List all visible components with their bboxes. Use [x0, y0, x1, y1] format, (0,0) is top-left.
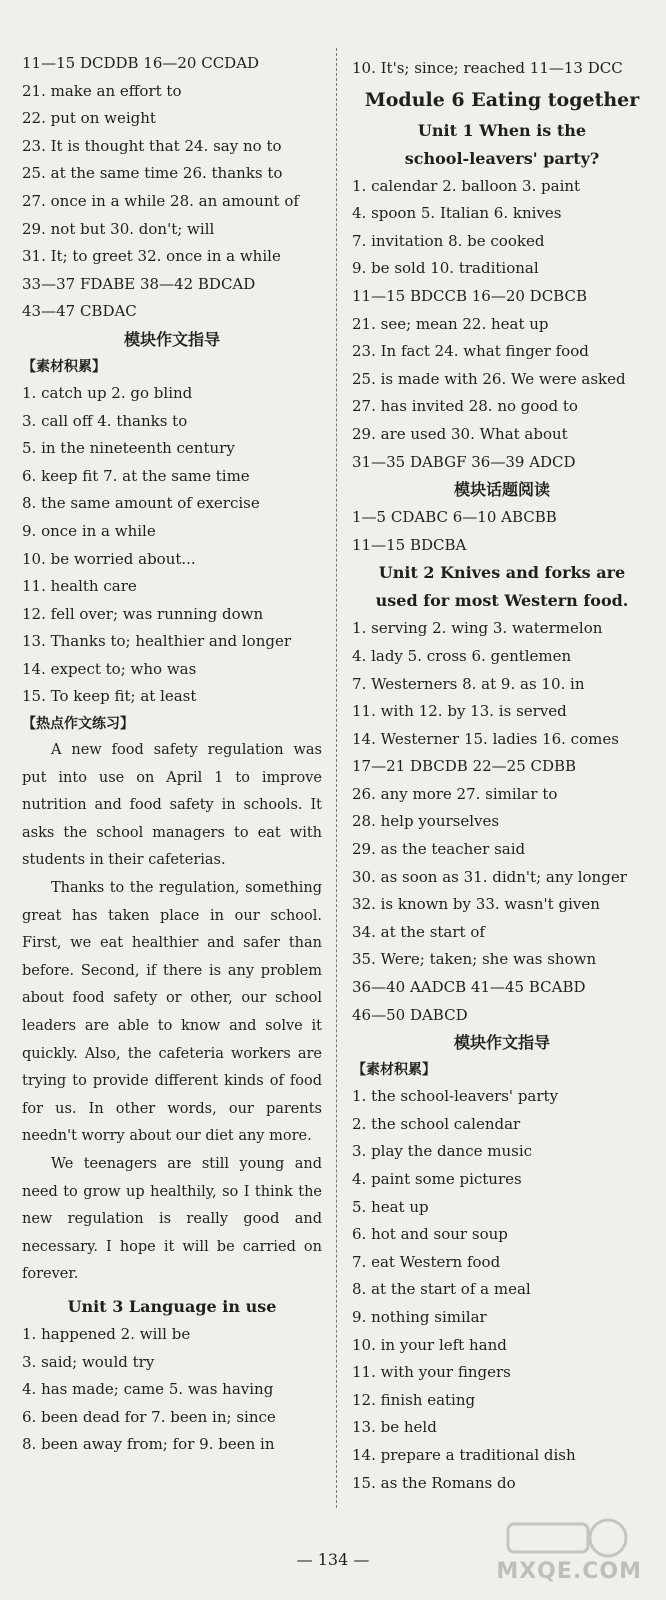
answer-line: 4. lady 5. cross 6. gentlemen: [352, 646, 572, 665]
answer-line: 14. Westerner 15. ladies 16. comes: [352, 729, 619, 748]
right-column: [352, 55, 652, 1497]
answer-line: 30. as soon as 31. didn't; any longer: [352, 867, 627, 886]
answer-line: 23. In fact 24. what finger food: [352, 342, 589, 361]
answer-line: 7. invitation 8. be cooked: [352, 231, 545, 250]
answer-line: 27. has invited 28. no good to: [352, 397, 578, 416]
answer-line: 10. It's; since; reached 11—13 DCC: [352, 59, 623, 77]
material-item: 12. fell over; was running down: [22, 604, 264, 623]
answer-line: 6. been dead for 7. been in; since: [22, 1407, 276, 1426]
material-item: 5. in the nineteenth century: [22, 439, 235, 458]
watermark-logo: [488, 1516, 648, 1586]
answer-line: 27. once in a while 28. an amount of: [22, 191, 299, 210]
material-item: 3. call off 4. thanks to: [22, 411, 188, 430]
answer-line: 21. make an effort to: [22, 81, 182, 100]
essay-paragraph: A new food safety regulation was put into use on April 1 to improve nutrition and food safety in schools. It asks the school managers to eat with students in their cafeterias.: [22, 742, 322, 869]
material-item: 9. nothing similar: [352, 1307, 487, 1326]
writing-guide-heading: 模块作文指导: [453, 1033, 550, 1053]
writing-guide-heading: 模块作文指导: [123, 329, 220, 349]
answer-line: 1. serving 2. wing 3. watermelon: [352, 619, 603, 638]
answer-line: 25. at the same time 26. thanks to: [22, 164, 283, 183]
answer-line: 1. happened 2. will be: [22, 1324, 191, 1343]
unit1-heading-line1: Unit 1 When is the: [417, 120, 587, 140]
unit2-answers: [352, 615, 652, 1029]
material-item: 6. hot and sour soup: [352, 1225, 508, 1244]
material-item: 5. heat up: [352, 1197, 429, 1216]
answer-line: 35. Were; taken; she was shown: [352, 950, 597, 969]
material-item: 12. finish eating: [352, 1390, 476, 1409]
answer-line: 23. It is thought that 24. say no to: [22, 136, 282, 155]
answer-line: 17—21 DBCDB 22—25 CDBB: [352, 757, 577, 776]
answer-line: 31. It; to greet 32. once in a while: [22, 247, 281, 266]
answer-line: 46—50 DABCD: [352, 1005, 468, 1024]
sample-essay: [22, 737, 322, 1289]
essay-paragraph: We teenagers are still young and need to grow up healthily, so I think the new regulation is really good and necessary. I hope it will be carried on forever.: [22, 1155, 322, 1283]
material-item: 15. as the Romans do: [352, 1473, 516, 1492]
answer-line: 43—47 CBDAC: [22, 302, 137, 321]
answer-line: 28. help yourselves: [352, 812, 500, 831]
material-item: 6. keep fit 7. at the same time: [22, 466, 250, 485]
material-item: 11. with your fingers: [352, 1363, 511, 1382]
answer-line: 34. at the start of: [352, 922, 485, 941]
material-item: 3. play the dance music: [352, 1142, 533, 1161]
material-item: 10. in your left hand: [352, 1335, 507, 1354]
material-item: 1. the school-leavers' party: [352, 1087, 559, 1106]
answer-line: 32. is known by 33. wasn't given: [352, 895, 600, 914]
answer-line: 33—37 FDABE 38—42 BDCAD: [22, 274, 256, 293]
answer-line: 11—15 DCDDB 16—20 CCDAD: [22, 54, 260, 72]
answer-line: 29. are used 30. What about: [352, 424, 568, 443]
material-item: 1. catch up 2. go blind: [22, 383, 193, 402]
topic-reading-answers: [352, 504, 652, 559]
left-top-answers: [22, 50, 322, 326]
answer-line: 4. has made; came 5. was having: [22, 1380, 274, 1399]
answer-line: 11—15 BDCCB 16—20 DCBCB: [352, 286, 587, 305]
material-item: 4. paint some pictures: [352, 1170, 522, 1188]
answer-line: 26. any more 27. similar to: [352, 784, 558, 803]
unit3-answers: [22, 1321, 322, 1459]
left-column: [22, 50, 322, 1459]
unit1-heading-line2: school-leavers' party?: [404, 148, 600, 168]
essay-paragraph: Thanks to the regulation, something great has taken place in our school. First, we eat healthier and safer than before. Second, if there is any problem about food safety or other, our school leaders are able to know and solve it quickly. Also, the cafeteria workers are trying to provide different kinds of food for us. In other words, our parents needn't worry about our diet any more.: [22, 880, 322, 1145]
unit2-heading-line1: Unit 2 Knives and forks are: [378, 563, 626, 583]
material-item: 13. Thanks to; healthier and longer: [22, 632, 292, 651]
material-item: 14. expect to; who was: [22, 659, 197, 678]
answer-line: 29. not but 30. don't; will: [22, 219, 215, 238]
answer-line: 22. put on weight: [22, 109, 156, 128]
material-item: 8. at the start of a meal: [352, 1280, 531, 1299]
answer-line: 7. Westerners 8. at 9. as 10. in: [352, 674, 585, 693]
topic-reading-heading: 模块话题阅读: [453, 480, 550, 500]
answer-line: 9. be sold 10. traditional: [352, 259, 539, 278]
material-section-label: 【素材积累】: [352, 1062, 436, 1079]
answer-line: 11. with 12. by 13. is served: [352, 702, 567, 721]
material-section-label: 【素材积累】: [22, 358, 106, 375]
practice-section-label: 【热点作文练习】: [22, 716, 134, 733]
answer-line: 29. as the teacher said: [352, 840, 526, 859]
column-divider: [336, 48, 337, 1508]
material-item: 14. prepare a traditional dish: [352, 1445, 576, 1464]
material-item: 15. To keep fit; at least: [22, 687, 197, 706]
answer-line: 3. said; would try: [22, 1352, 155, 1371]
material-list: [352, 1083, 652, 1497]
unit2-heading-line2: used for most Western food.: [375, 591, 629, 611]
answer-line: 11—15 BDCBA: [352, 535, 467, 554]
material-item: 2. the school calendar: [352, 1114, 521, 1133]
material-item: 9. once in a while: [22, 521, 156, 540]
material-item: 7. eat Western food: [352, 1252, 501, 1271]
answer-line: 8. been away from; for 9. been in: [22, 1435, 275, 1454]
module-title: Module 6 Eating together: [364, 88, 640, 111]
answer-line: 21. see; mean 22. heat up: [352, 314, 549, 333]
unit1-answers: [352, 173, 652, 477]
answer-line: 4. spoon 5. Italian 6. knives: [352, 204, 562, 223]
answer-line: 1. calendar 2. balloon 3. paint: [352, 176, 581, 195]
unit3-heading: Unit 3 Language in use: [67, 1296, 277, 1316]
material-item: 10. be worried about...: [22, 549, 196, 568]
material-list: [22, 380, 322, 711]
page-number: — 134 —: [296, 1550, 370, 1569]
material-item: 8. the same amount of exercise: [22, 494, 260, 513]
answer-line: 36—40 AADCB 41—45 BCABD: [352, 978, 586, 997]
material-item: 11. health care: [22, 577, 137, 596]
material-item: 13. be held: [352, 1418, 437, 1437]
answer-line: 1—5 CDABC 6—10 ABCBB: [352, 508, 557, 527]
watermark-text: MXQE.COM: [496, 1559, 642, 1584]
answer-line: 25. is made with 26. We were asked: [352, 369, 626, 388]
answer-line: 31—35 DABGF 36—39 ADCD: [352, 452, 576, 471]
